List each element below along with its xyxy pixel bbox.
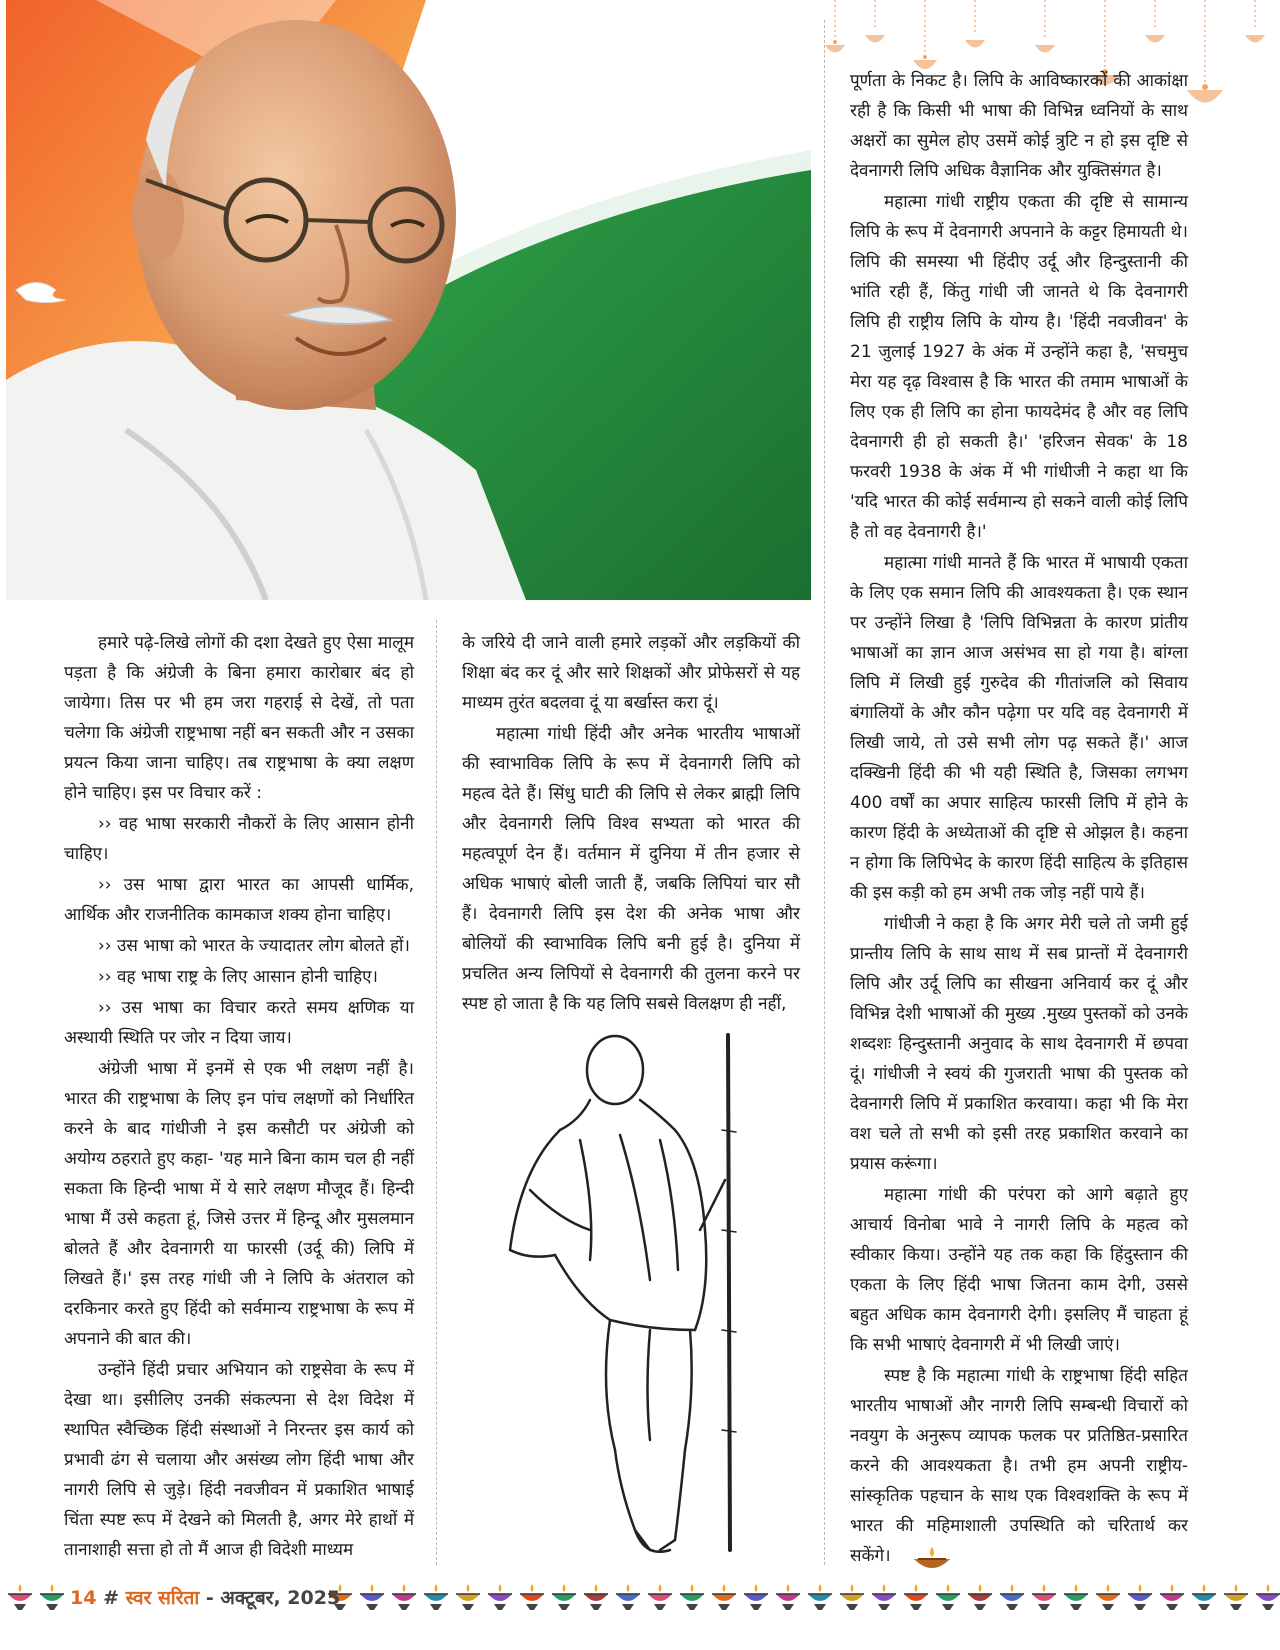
paragraph: उन्होंने हिंदी प्रचार अभियान को राष्ट्रसेवा के रूप में देखा था। इसीलिए उनकी संकल्पना से देश विदेश में स्थापित स्वैच्छिक हिंदी संस्थाओं ने निरन्तर इस कार्य को प्रभावी ढंग से चलाया और असंख्य लोग हिंदी भाषा और नागरी लिपि से जुड़े। हिंदी नवजीवन में प्रकाशित भाषाई चिंता स्पष्ट रूप में देखने को मिलती है, अगर मेरे हाथों में तानाशाही सत्ता हो तो मैं आज ही विदेशी माध्यम — [64, 1360, 414, 1560]
criteria-item: ›› वह भाषा राष्ट्र के लिए आसान होनी चाहिए। — [98, 967, 379, 987]
paragraph: महात्मा गांधी मानते हैं कि भारत में भाषायी एकता के लिए एक समान लिपि की आवश्यकता है। एक स्थान पर उन्होंने लिखा है 'लिपि विभिन्नता के कारण प्रांतीय भाषाओं का ज्ञान आज असंभव सा हो गया है। बांग्ला लिपि में लिखी हुई गुरुदेव की गीतांजलि को सिवाय बंगालियों के और कौन पढ़ेगा पर यदि वह देवनागरी में लिखी जाये, तो उसे सभी लोग पढ़ सकते हैं।' आज दक्खिनी हिंदी की भी यही स्थिति है, जिसका लगभग 400 वर्षों का अपार साहित्य फारसी लिपि में होने के कारण हिंदी के अध्येताओं की दृष्टि से ओझल है। कहना न होगा कि लिपिभेद के कारण हिंदी साहित्य के इतिहास की इस कड़ी को हम अभी तक जोड़ नहीं पाये हैं। — [850, 553, 1188, 903]
diya-lamp-icon — [40, 1584, 64, 1610]
page-number: 14 — [70, 1587, 97, 1609]
page-footer — [70, 1584, 340, 1610]
hero-image-gandhi-tricolor — [6, 0, 811, 600]
issue-date: - अक्टूबर, 2025 — [205, 1587, 341, 1609]
diya-lamp-icon — [808, 1584, 832, 1610]
diya-lamp-icon — [744, 1584, 768, 1610]
diya-lamp-icon — [840, 1584, 864, 1610]
diya-lamp-icon — [1128, 1584, 1152, 1610]
paragraph: हमारे पढ़े-लिखे लोगों की दशा देखते हुए ऐसा मालूम पड़ता है कि अंग्रेजी के बिना हमारा कारोबार बंद हो जायेगा। तिस पर भी हम जरा गहराई से देखें, तो पता चलेगा कि अंग्रेजी राष्ट्रभाषा नहीं बन सकती और न उसका प्रयत्न किया जाना चाहिए। तब राष्ट्रभाषा के क्या लक्षण होने चाहिए। इस पर विचार करें : — [64, 633, 414, 803]
diya-lamp-icon — [616, 1584, 640, 1610]
diya-lamp-icon — [680, 1584, 704, 1610]
paragraph: महात्मा गांधी की परंपरा को आगे बढ़ाते हुए आचार्य विनोबा भावे ने नागरी लिपि के महत्व को स्वीकार किया। उन्होंने यह तक कहा कि हिंदुस्तान की एकता के लिए हिंदी भाषा जितना काम देगी, उससे बहुत अधिक काम देवनागरी देगी। इसलिए मैं चाहता हूं कि सभी भाषाएं देवनागरी में भी लिखी जाएं। — [850, 1185, 1188, 1355]
diya-lamp-icon — [968, 1584, 992, 1610]
paragraph: पूर्णता के निकट है। लिपि के आविष्कारकों की आकांक्षा रही है कि किसी भी भाषा की विभिन्न ध्वनियों के साथ अक्षरों का सुमेल होए उसमें कोई त्रुटि न हो इस दृष्टि से देवनागरी लिपि अधिक वैज्ञानिक और युक्तिसंगत है। — [850, 71, 1188, 181]
paragraph: स्पष्ट है कि महात्मा गांधी के राष्ट्रभाषा हिंदी सहित भारतीय भाषाओं और नागरी लिपि सम्बन्धी विचारों को नवयुग के अनुरूप व्यापक फलक पर प्रतिष्ठित-प्रसारित करने की आवश्यकता है। तभी हम अपनी राष्ट्रीय-सांस्कृतिक पहचान के साथ एक विश्वशक्ति के रूप में भारत की महिमाशाली उपस्थिति को चरितार्थ कर सकेंगे। — [850, 1366, 1188, 1566]
diya-lamp-icon — [392, 1584, 416, 1610]
diya-lamp-icon — [488, 1584, 512, 1610]
diya-lamp-icon — [1032, 1584, 1056, 1610]
paragraph: अंग्रेजी भाषा में इनमें से एक भी लक्षण नहीं है। भारत की राष्ट्रभाषा के लिए इन पांच लक्षणों को निर्धारित करने के बाद गांधीजी ने इस कसौटी पर अंग्रेजी को अयोग्य ठहराते हुए कहा- 'यह माने बिना काम चल ही नहीं सकता कि हिन्दी भाषा में ये सारे लक्षण मौजूद हैं। हिन्दी भाषा मैं उसे कहता हूं, जिसे उत्तर में हिन्दू और मुसलमान बोलते हैं और देवनागरी या फारसी (उर्दू की) लिपि में लिखते हैं।' इस तरह गांधी जी ने लिपि के अंतराल को दरकिनार करते हुए हिंदी को सर्वमान्य राष्ट्रभाषा के रूप में अपनाने की बात की। — [64, 1059, 414, 1349]
diya-lamp-icon — [584, 1584, 608, 1610]
criteria-item: ›› उस भाषा द्वारा भारत का आपसी धार्मिक, आर्थिक और राजनीतिक कामकाज शक्य होना चाहिए। — [64, 875, 414, 925]
diya-lamp-icon — [1192, 1584, 1216, 1610]
diya-lamp-icon — [360, 1584, 384, 1610]
criteria-item: ›› उस भाषा का विचार करते समय क्षणिक या अस्थायी स्थिति पर जोर न दिया जाय। — [64, 998, 414, 1048]
publication-name: स्वर सरिता — [125, 1587, 200, 1609]
criteria-item: ›› वह भाषा सरकारी नौकरों के लिए आसान होनी चाहिए। — [64, 814, 414, 864]
gandhi-walking-sketch-image — [500, 1030, 800, 1570]
diya-lamp-icon — [456, 1584, 480, 1610]
criteria-item: ›› उस भाषा को भारत के ज्यादातर लोग बोलते हों। — [98, 936, 410, 956]
diya-lamp-icon — [1000, 1584, 1024, 1610]
diya-lamp-icon — [520, 1584, 544, 1610]
article-column-1 — [64, 628, 414, 1566]
paragraph: महात्मा गांधी राष्ट्रीय एकता की दृष्टि से सामान्य लिपि के रूप में देवनागरी अपनाने के कट्टर हिमायती थे। लिपि की समस्या भी हिंदीए उर्दू और हिन्दुस्तानी की भांति रही हैं, किंतु गांधी जी जानते थे कि देवनागरी लिपि ही राष्ट्रीय लिपि के योग्य है। 'हिंदी नवजीवन' के 21 जुलाई 1927 के अंक में उन्होंने कहा है, 'सचमुच मेरा यह दृढ़ विश्वास है कि भारत की तमाम भाषाओं के लिए एक ही लिपि का होना फायदेमंद है और वह लिपि देवनागरी ही हो सकती है।' 'हरिजन सेवक' के 18 फरवरी 1938 के अंक में भी गांधीजी ने कहा था कि 'यदि भारत की कोई सर्वमान्य हो सकने वाली कोई लिपि है तो वह देवनागरी है।' — [850, 192, 1188, 542]
diya-lamp-icon — [1160, 1584, 1184, 1610]
diya-lamp-icon — [1224, 1584, 1248, 1610]
diya-lamp-icon — [8, 1584, 32, 1610]
diya-lamp-icon — [776, 1584, 800, 1610]
article-column-2 — [462, 628, 800, 1020]
paragraph: के जरिये दी जाने वाली हमारे लड़कों और लड़कियों की शिक्षा बंद कर दूं और सारे शिक्षकों और प्रोफेसरों से यह माध्यम तुरंत बदलवा दूं या बर्खास्त करा दूं। — [462, 633, 800, 713]
paragraph: गांधीजी ने कहा है कि अगर मेरी चले तो जमी हुई प्रान्तीय लिपि के साथ साथ में सब प्रान्तों में देवनागरी लिपि और उर्दू लिपि का सीखना अनिवार्य कर दूं और विभिन्न देशी भाषाओं की मुख्य .मुख्य पुस्तकों को उनके शब्दशः हिन्दुस्तानी अनुवाद के साथ देवनागरी में छपवा दूं। गांधीजी ने स्वयं की गुजराती भाषा की पुस्तक को देवनागरी लिपि में प्रकाशित करवाया। कहा भी कि मेरा वश चले तो सभी को इसी तरह प्रकाशित करवाने का प्रयास करूंगा। — [850, 914, 1188, 1174]
diya-lamp-icon — [424, 1584, 448, 1610]
diya-lamp-icon — [936, 1584, 960, 1610]
diya-lamp-icon — [1064, 1584, 1088, 1610]
diya-lamp-icon — [712, 1584, 736, 1610]
diya-lamp-icon — [1256, 1584, 1280, 1610]
paragraph: महात्मा गांधी हिंदी और अनेक भारतीय भाषाओं की स्वाभाविक लिपि के रूप में देवनागरी लिपि को महत्व देते हैं। सिंधु घाटी की लिपि से लेकर ब्राह्मी लिपि और देवनागरी लिपि विश्व सभ्यता को भारत की महत्वपूर्ण देन हैं। वर्तमान में दुनिया में तीन हजार से अधिक भाषाएं बोली जाती हैं, जबकि लिपियां चार सौ हैं। देवनागरी लिपि इस देश की अनेक भाषा और बोलियों की स्वाभाविक लिपि बनी हुई है। दुनिया में प्रचलित अन्य लिपियों से देवनागरी की तुलना करने पर स्पष्ट हो जाता है कि यह लिपि सबसे विलक्षण ही नहीं, — [462, 724, 800, 1014]
diya-lamp-icon — [552, 1584, 576, 1610]
diya-lamp-icon — [648, 1584, 672, 1610]
diya-lamp-icon — [904, 1584, 928, 1610]
column-divider — [824, 20, 825, 1565]
diya-lamp-icon — [872, 1584, 896, 1610]
article-column-3 — [850, 66, 1188, 1572]
column-divider — [436, 620, 437, 1565]
diya-lamp-icon — [1096, 1584, 1120, 1610]
diya-lamp-icon — [912, 1545, 952, 1579]
footer-separator: # — [103, 1587, 119, 1609]
